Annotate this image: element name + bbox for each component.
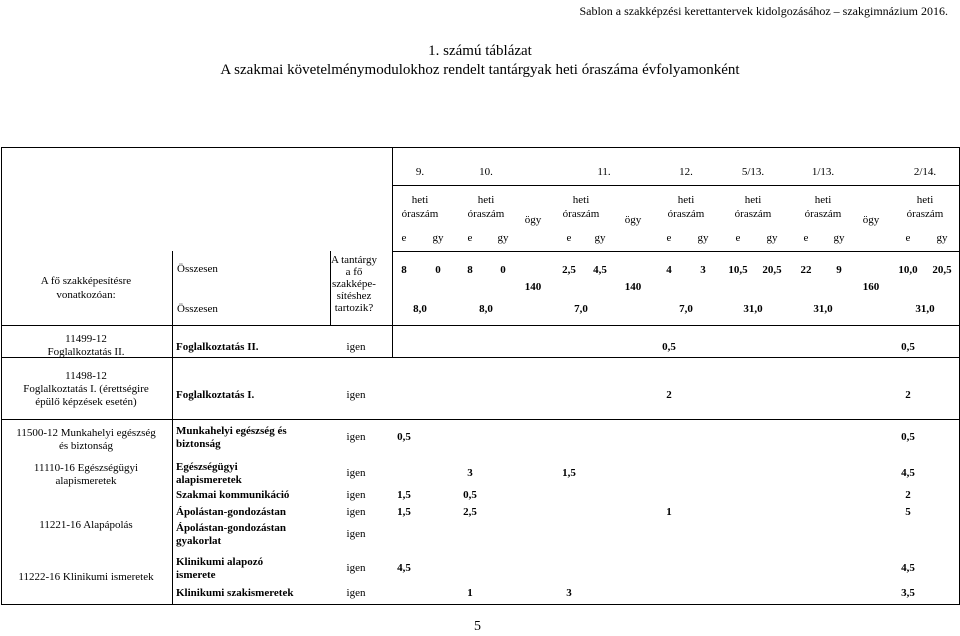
oraszam-label: óraszám — [667, 208, 705, 220]
table-title — [0, 42, 960, 80]
subject-value: 1,5 — [562, 467, 576, 479]
subject-name: Egészségügyi — [176, 461, 238, 473]
subject-value: 0,5 — [397, 431, 411, 443]
subject-value: 2 — [666, 389, 672, 401]
subject-name: biztonság — [176, 438, 221, 450]
grade-header: 2/14. — [913, 166, 937, 178]
subject-value: 1,5 — [397, 506, 411, 518]
summary-total-value: 8,0 — [479, 303, 493, 315]
ogy-label: ögy — [862, 214, 880, 226]
grade-header: 12. — [679, 166, 693, 178]
table-rule — [1, 419, 960, 420]
subject-value: 0,5 — [662, 341, 676, 353]
grade-header: 1/13. — [811, 166, 835, 178]
module-name: 11500-12 Munkahelyi egészség — [16, 427, 156, 439]
module-name: 11110-16 Egészségügyi — [33, 462, 139, 474]
summary-ogy-value: 160 — [862, 281, 880, 293]
summary-ogy-value: 140 — [524, 281, 542, 293]
subject-value: 1,5 — [397, 489, 411, 501]
subject-value: 4,5 — [901, 562, 915, 574]
gy-label: gy — [833, 232, 845, 244]
summary-weekly-value: 3 — [700, 264, 706, 276]
summary-weekly-value: 20,5 — [762, 264, 782, 276]
summary-total-value: 7,0 — [574, 303, 588, 315]
module-name: Foglalkoztatás I. (érettségire — [23, 383, 149, 395]
module-name: és biztonság — [58, 440, 114, 452]
subject-igen: igen — [346, 389, 366, 401]
subject-value: 2 — [905, 389, 911, 401]
summary-total-value: 31,0 — [915, 303, 935, 315]
grade-header: 5/13. — [741, 166, 765, 178]
subject-value: 1 — [467, 587, 473, 599]
e-label: e — [566, 232, 572, 244]
question-label: sítéshez — [336, 290, 372, 302]
subject-name: Ápolástan-gondozástan — [176, 522, 287, 534]
summary-weekly-value: 10,0 — [898, 264, 918, 276]
subject-name: Foglalkoztatás II. — [176, 341, 259, 353]
subject-value: 1 — [666, 506, 672, 518]
subject-name: Ápolástan-gondozástan — [176, 506, 287, 518]
table-rule — [392, 251, 959, 252]
osszesen-label: Összesen — [177, 263, 218, 275]
table-rule — [1, 604, 960, 605]
gy-label: gy — [697, 232, 709, 244]
table-rule — [172, 251, 173, 604]
subject-name: alapismeretek — [176, 474, 242, 486]
gy-label: gy — [432, 232, 444, 244]
heti-label: heti — [477, 194, 495, 206]
subject-value: 3,5 — [901, 587, 915, 599]
summary-total-value: 7,0 — [679, 303, 693, 315]
table-rule — [392, 185, 959, 186]
subject-name: Szakmai kommunikáció — [176, 489, 290, 501]
subject-value: 4,5 — [397, 562, 411, 574]
summary-weekly-value: 22 — [800, 264, 812, 276]
summary-total-value: 31,0 — [743, 303, 763, 315]
oraszam-label: óraszám — [562, 208, 600, 220]
subject-igen: igen — [346, 341, 366, 353]
module-name: Foglalkoztatás II. — [47, 346, 125, 358]
oraszam-label: óraszám — [734, 208, 772, 220]
subject-igen: igen — [346, 489, 366, 501]
gy-label: gy — [497, 232, 509, 244]
heti-label: heti — [677, 194, 695, 206]
page-number: 5 — [474, 619, 481, 634]
summary-total-value: 31,0 — [813, 303, 833, 315]
module-name: 11222-16 Klinikumi ismeretek — [18, 571, 154, 583]
subject-value: 4,5 — [901, 467, 915, 479]
grade-header: 11. — [597, 166, 611, 178]
table-rule — [1, 147, 960, 148]
subject-name: gyakorlat — [176, 535, 222, 547]
ogy-label: ögy — [524, 214, 542, 226]
summary-weekly-value: 8 — [401, 264, 407, 276]
question-label: a fő — [345, 266, 363, 278]
heti-label: heti — [916, 194, 934, 206]
subject-name: Munkahelyi egészség és — [176, 425, 287, 437]
grade-header: 9. — [415, 166, 425, 178]
summary-weekly-value: 4 — [666, 264, 672, 276]
e-label: e — [467, 232, 473, 244]
osszesen-label: Összesen — [177, 303, 218, 315]
e-label: e — [905, 232, 911, 244]
subject-igen: igen — [346, 506, 366, 518]
gy-label: gy — [766, 232, 778, 244]
summary-weekly-value: 20,5 — [932, 264, 952, 276]
question-label: szakképe- — [332, 278, 376, 290]
module-name: 11221-16 Alapápolás — [39, 519, 133, 531]
module-name: alapismeretek — [55, 475, 117, 487]
subject-value: 3 — [467, 467, 473, 479]
grade-header: 10. — [479, 166, 493, 178]
oraszam-label: óraszám — [804, 208, 842, 220]
summary-label-line2: vonatkozóan: — [56, 289, 116, 301]
summary-weekly-value: 9 — [836, 264, 842, 276]
e-label: e — [803, 232, 809, 244]
summary-weekly-value: 8 — [467, 264, 473, 276]
subject-value: 5 — [905, 506, 911, 518]
summary-weekly-value: 0 — [435, 264, 441, 276]
summary-label-line1: A fő szakképesítésre — [40, 275, 132, 287]
ogy-label: ögy — [624, 214, 642, 226]
title-line1: 1. számú táblázat — [428, 43, 532, 59]
module-name: 11499-12 — [65, 333, 107, 345]
summary-weekly-value: 0 — [500, 264, 506, 276]
gy-label: gy — [594, 232, 606, 244]
summary-weekly-value: 2,5 — [562, 264, 576, 276]
e-label: e — [401, 232, 407, 244]
heti-label: heti — [572, 194, 590, 206]
subject-value: 0,5 — [901, 341, 915, 353]
gy-label: gy — [936, 232, 948, 244]
summary-ogy-value: 140 — [624, 281, 642, 293]
subject-value: 0,5 — [901, 431, 915, 443]
subject-value: 2 — [905, 489, 911, 501]
module-name: 11498-12 — [65, 370, 107, 382]
heti-label: heti — [814, 194, 832, 206]
title-line2: A szakmai követelménymodulokhoz rendelt tantárgyak heti óraszáma évfolyamonként — [220, 62, 740, 78]
subject-igen: igen — [346, 467, 366, 479]
subject-value: 0,5 — [463, 489, 477, 501]
subject-name: Foglalkoztatás I. — [176, 389, 255, 401]
subject-name: Klinikumi szakismeretek — [176, 587, 294, 599]
subject-name: Klinikumi alapozó — [176, 556, 264, 568]
subject-igen: igen — [346, 431, 366, 443]
question-label: A tantárgy — [331, 254, 377, 266]
e-label: e — [735, 232, 741, 244]
oraszam-label: óraszám — [906, 208, 944, 220]
summary-weekly-value: 4,5 — [593, 264, 607, 276]
table-rule — [1, 325, 960, 326]
question-label: tartozik? — [334, 302, 374, 314]
subject-value: 2,5 — [463, 506, 477, 518]
summary-total-value: 8,0 — [413, 303, 427, 315]
oraszam-label: óraszám — [401, 208, 439, 220]
summary-weekly-value: 10,5 — [728, 264, 748, 276]
subject-igen: igen — [346, 528, 366, 540]
oraszam-label: óraszám — [467, 208, 505, 220]
subject-value: 3 — [566, 587, 572, 599]
e-label: e — [666, 232, 672, 244]
page-header: Sablon a szakképzési kerettantervek kidolgozásához – szakgimnázium 2016. — [579, 4, 948, 18]
subject-igen: igen — [346, 587, 366, 599]
heti-label: heti — [411, 194, 429, 206]
module-name: épülő képzések esetén) — [35, 396, 137, 408]
subject-name: ismerete — [176, 569, 216, 581]
heti-label: heti — [744, 194, 762, 206]
subject-igen: igen — [346, 562, 366, 574]
